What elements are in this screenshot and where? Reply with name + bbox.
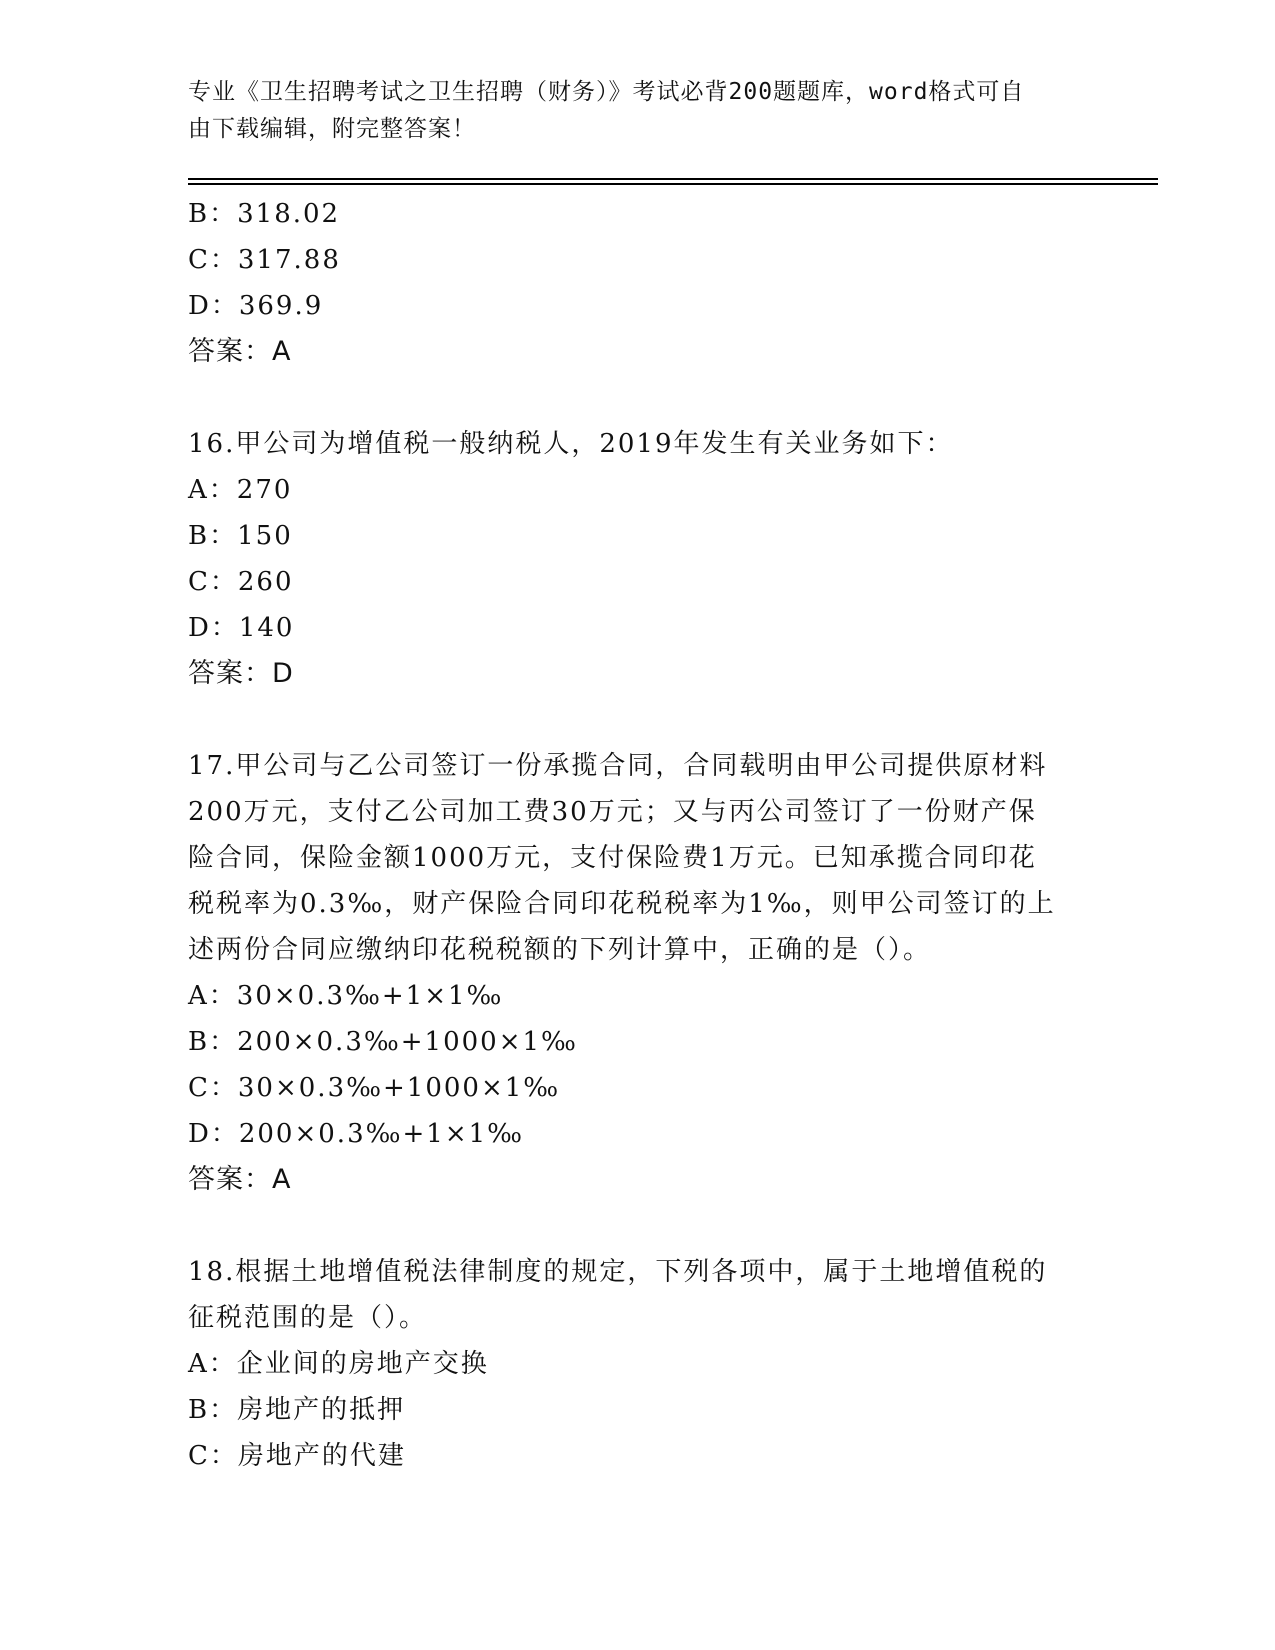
question-stem: 16.甲公司为增值税一般纳税人，2019年发生有关业务如下： (188, 429, 954, 459)
answer-line: 答案：A (188, 336, 292, 367)
option-a: A：30×0.3‰+1×1‰ (188, 981, 504, 1011)
option-d: D：140 (188, 613, 295, 643)
question-stem-line-3: 险合同，保险金额1000万元，支付保险费1万元。已知承揽合同印花 (188, 843, 1037, 873)
option-d: D：369.9 (188, 291, 324, 321)
option-c: C：房地产的代建 (188, 1441, 406, 1471)
option-c: C：317.88 (188, 245, 341, 275)
option-d: D：200×0.3‰+1×1‰ (188, 1119, 525, 1149)
question-18 (188, 1249, 1088, 1479)
question-15-tail (188, 191, 1088, 375)
spacer (188, 697, 1088, 743)
header-rule-bottom (188, 183, 1158, 185)
question-stem-line-4: 税税率为0.3‰，财产保险合同印花税税率为1‰，则甲公司签订的上 (188, 889, 1056, 919)
question-17 (188, 743, 1088, 1203)
answer-line: 答案：A (188, 1164, 292, 1195)
option-c: C：30×0.3‰+1000×1‰ (188, 1073, 561, 1103)
header-line-2: 由下载编辑，附完整答案！ (188, 116, 476, 142)
answer-line: 答案：D (188, 658, 294, 689)
question-content (188, 191, 1088, 1479)
option-b: B：房地产的抵押 (188, 1395, 406, 1425)
question-stem-line-5: 述两份合同应缴纳印花税税额的下列计算中，正确的是（）。 (188, 935, 932, 965)
header-line-1: 专业《卫生招聘考试之卫生招聘（财务）》考试必背200题题库，word格式可自 (188, 79, 1025, 105)
document-header (188, 74, 1068, 148)
option-a: A：270 (188, 475, 293, 505)
question-stem-line-1: 18.根据土地增值税法律制度的规定，下列各项中，属于土地增值税的 (188, 1257, 1048, 1287)
option-a: A：企业间的房地产交换 (188, 1349, 489, 1379)
spacer (188, 1203, 1088, 1249)
option-b: B：318.02 (188, 199, 341, 229)
option-b: B：200×0.3‰+1000×1‰ (188, 1027, 578, 1057)
header-rule-top (188, 178, 1158, 180)
question-stem-line-2: 征税范围的是（）。 (188, 1303, 428, 1333)
question-stem-line-2: 200万元，支付乙公司加工费30万元；又与丙公司签订了一份财产保 (188, 797, 1037, 827)
question-16 (188, 421, 1088, 697)
option-c: C：260 (188, 567, 294, 597)
question-stem-line-1: 17.甲公司与乙公司签订一份承揽合同，合同载明由甲公司提供原材料 (188, 751, 1048, 781)
spacer (188, 375, 1088, 421)
option-b: B：150 (188, 521, 293, 551)
